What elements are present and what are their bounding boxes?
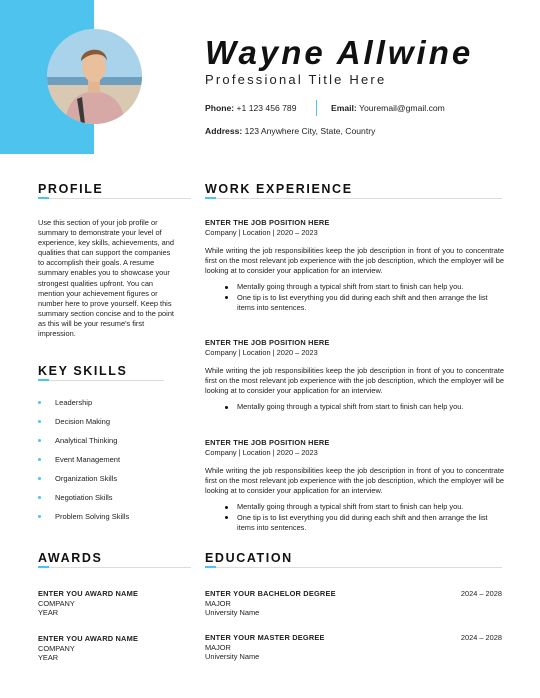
job-title: ENTER THE JOB POSITION HERE — [205, 438, 330, 447]
education-entry — [205, 589, 502, 618]
award-name: ENTER YOU AWARD NAME — [38, 634, 139, 643]
job-bullets — [205, 502, 504, 533]
education-years: 2024 – 2028 — [460, 589, 502, 598]
phone-value: +1 123 456 789 — [236, 103, 297, 113]
education-years: 2024 – 2028 — [460, 633, 502, 642]
skill-item: Negotiation Skills — [38, 493, 129, 512]
experience-accent — [205, 197, 216, 199]
degree-major: MAJOR — [205, 642, 231, 652]
award-year: YEAR — [38, 608, 59, 618]
job-description: While writing the job responsibilities keep the job description in front of you to concentrate first on the most relevant job experience with the job description, which the employer will be looking at to consider your application for an interview. — [205, 246, 504, 275]
job-meta: Company | Location | 2020 – 2023 — [205, 348, 318, 357]
experience-divider — [205, 198, 502, 199]
profile-divider — [38, 198, 191, 199]
awards-accent — [38, 566, 49, 568]
bullet-icon — [38, 439, 41, 442]
job-title: ENTER THE JOB POSITION HERE — [205, 338, 330, 347]
degree-name: ENTER YOUR BACHELOR DEGREE — [205, 589, 336, 598]
job-description: While writing the job responsibilities keep the job description in front of you to concentrate first on the most relevant job experience with the job description, which the employer will be looking at to consider your application for an interview. — [205, 366, 504, 395]
skills-heading: KEY SKILLS — [38, 364, 128, 378]
candidate-name: Wayne Allwine — [205, 34, 474, 71]
skill-item: Decision Making — [38, 417, 129, 436]
address-value: 123 Anywhere City, State, Country — [244, 126, 376, 136]
bullet-icon — [38, 420, 41, 423]
skills-list — [38, 398, 129, 531]
job-entry — [205, 218, 504, 313]
job-bullets — [205, 282, 504, 313]
education-heading: EDUCATION — [205, 551, 293, 565]
phone-contact — [205, 103, 297, 113]
phone-label: Phone: — [205, 103, 235, 113]
award-company: COMPANY — [38, 643, 75, 653]
email-value: Youremail@gmail.com — [359, 103, 445, 113]
job-bullet: One tip is to list everything you did during each shift and then arrange the list items into sentences. — [225, 293, 504, 313]
skills-accent — [38, 379, 49, 381]
bullet-icon — [38, 515, 41, 518]
award-entry — [38, 589, 138, 618]
skill-item: Analytical Thinking — [38, 436, 129, 455]
email-label: Email: — [331, 103, 357, 113]
address-contact — [205, 126, 375, 136]
job-bullet: One tip is to list everything you did during each shift and then arrange the list items into sentences. — [225, 513, 504, 533]
job-meta: Company | Location | 2020 – 2023 — [205, 228, 318, 237]
job-entry — [205, 438, 504, 533]
profile-summary: Use this section of your job profile or summary to demonstrate your level of experience, key skills, achievements, and qualities that can support the companies to accomplish their goals. A resume summary enables you to showcase your strongest qualities upfront. You can mention your achievement figures or number here to prove yourself. Keep this summary section concise and to the point as this will be your resume's first impression. — [38, 218, 174, 339]
award-year: YEAR — [38, 653, 59, 663]
award-company: COMPANY — [38, 598, 75, 608]
profile-accent — [38, 197, 49, 199]
profile-heading: PROFILE — [38, 182, 104, 196]
address-label: Address: — [205, 126, 243, 136]
award-entry — [38, 634, 138, 663]
email-contact — [331, 103, 445, 113]
skill-item: Event Management — [38, 455, 129, 474]
bullet-icon — [38, 477, 41, 480]
bullet-icon — [38, 496, 41, 499]
skills-divider — [38, 380, 164, 381]
bullet-icon — [38, 458, 41, 461]
job-entry — [205, 338, 504, 413]
skill-item: Organization Skills — [38, 474, 129, 493]
education-divider — [205, 567, 502, 568]
job-bullet: Mentally going through a typical shift from start to finish can help you. — [225, 282, 504, 292]
award-name: ENTER YOU AWARD NAME — [38, 589, 139, 598]
job-bullet: Mentally going through a typical shift from start to finish can help you. — [225, 502, 504, 512]
job-meta: Company | Location | 2020 – 2023 — [205, 448, 318, 457]
job-title: ENTER THE JOB POSITION HERE — [205, 218, 330, 227]
job-bullet: Mentally going through a typical shift from start to finish can help you. — [225, 402, 504, 412]
bullet-icon — [38, 401, 41, 404]
job-description: While writing the job responsibilities keep the job description in front of you to concentrate first on the most relevant job experience with the job description, which the employer will be looking at to consider your application for an interview. — [205, 466, 504, 495]
job-bullets — [205, 402, 504, 412]
experience-heading: WORK EXPERIENCE — [205, 182, 353, 196]
university-name: University Name — [205, 652, 260, 662]
professional-title: Professional Title Here — [205, 72, 387, 87]
degree-name: ENTER YOUR MASTER DEGREE — [205, 633, 325, 642]
awards-heading: AWARDS — [38, 551, 103, 565]
skill-item: Leadership — [38, 398, 129, 417]
contact-separator — [316, 100, 317, 116]
university-name: University Name — [205, 608, 260, 618]
profile-photo-image — [47, 29, 142, 124]
awards-divider — [38, 567, 191, 568]
education-entry — [205, 633, 502, 662]
degree-major: MAJOR — [205, 598, 231, 608]
profile-photo — [47, 29, 142, 124]
skill-item: Problem Solving Skills — [38, 512, 129, 531]
education-accent — [205, 566, 216, 568]
